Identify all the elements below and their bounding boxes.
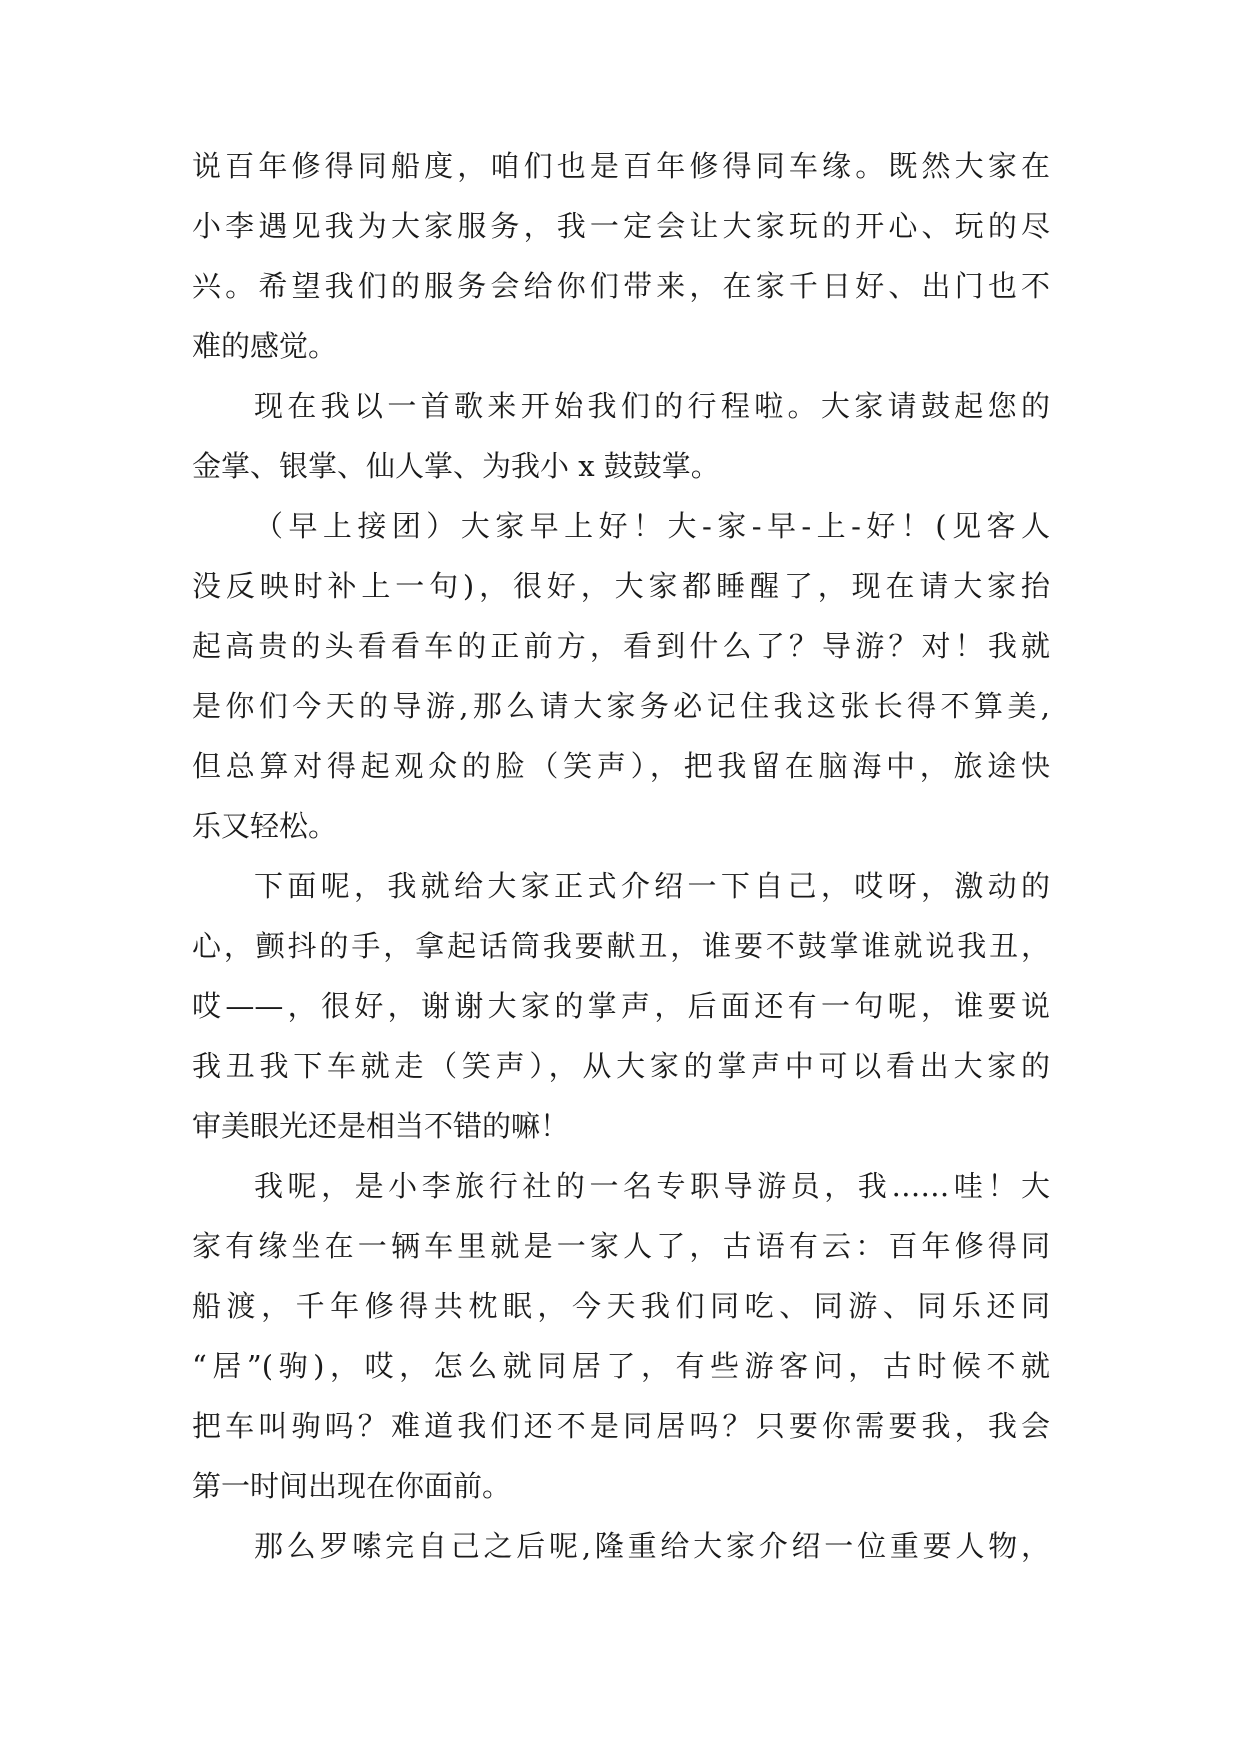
- text-line: 家有缘坐在一辆车里就是一家人了，古语有云：百年修得同: [192, 1229, 1050, 1263]
- text-line: 但总算对得起观众的脸（笑声），把我留在脑海中，旅途快: [192, 749, 1050, 783]
- text-line: 金掌、银掌、仙人掌、为我小 x 鼓鼓掌。: [192, 449, 720, 483]
- text-line: 下面呢，我就给大家正式介绍一下自己，哎呀，激动的: [254, 869, 1050, 903]
- text-line: 我呢，是小李旅行社的一名专职导游员，我……哇！大: [254, 1169, 1050, 1203]
- text-line: 我丑我下车就走（笑声），从大家的掌声中可以看出大家的: [192, 1049, 1050, 1083]
- text-line: 哎——，很好，谢谢大家的掌声，后面还有一句呢，谁要说: [192, 989, 1050, 1023]
- text-line: 那么罗嗦完自己之后呢,隆重给大家介绍一位重要人物，: [254, 1529, 1050, 1563]
- text-line: （早上接团）大家早上好！大-家-早-上-好！(见客人: [254, 509, 1050, 543]
- text-line: 船渡，千年修得共枕眠，今天我们同吃、同游、同乐还同: [192, 1289, 1050, 1323]
- text-line: 起高贵的头看看车的正前方，看到什么了？导游？对！我就: [192, 629, 1050, 663]
- text-line: 没反映时补上一句)，很好，大家都睡醒了，现在请大家抬: [192, 569, 1050, 603]
- text-line: 审美眼光还是相当不错的嘛！: [192, 1109, 570, 1143]
- text-line: 乐又轻松。: [192, 809, 338, 843]
- text-line: 兴。希望我们的服务会给你们带来，在家千日好、出门也不: [192, 269, 1050, 303]
- text-line: 现在我以一首歌来开始我们的行程啦。大家请鼓起您的: [254, 389, 1050, 423]
- text-line: 说百年修得同船度，咱们也是百年修得同车缘。既然大家在: [192, 149, 1050, 183]
- text-line: 心，颤抖的手，拿起话筒我要献丑，谁要不鼓掌谁就说我丑，: [192, 929, 1050, 963]
- text-line: 把车叫驹吗？难道我们还不是同居吗？只要你需要我，我会: [192, 1409, 1050, 1443]
- text-line: 是你们今天的导游,那么请大家务必记住我这张长得不算美,: [192, 689, 1050, 723]
- text-line: 小李遇见我为大家服务，我一定会让大家玩的开心、玩的尽: [192, 209, 1050, 243]
- text-line: 难的感觉。: [192, 329, 338, 363]
- text-line: “居”(驹)，哎，怎么就同居了，有些游客问，古时候不就: [192, 1349, 1050, 1383]
- text-line: 第一时间出现在你面前。: [192, 1469, 512, 1503]
